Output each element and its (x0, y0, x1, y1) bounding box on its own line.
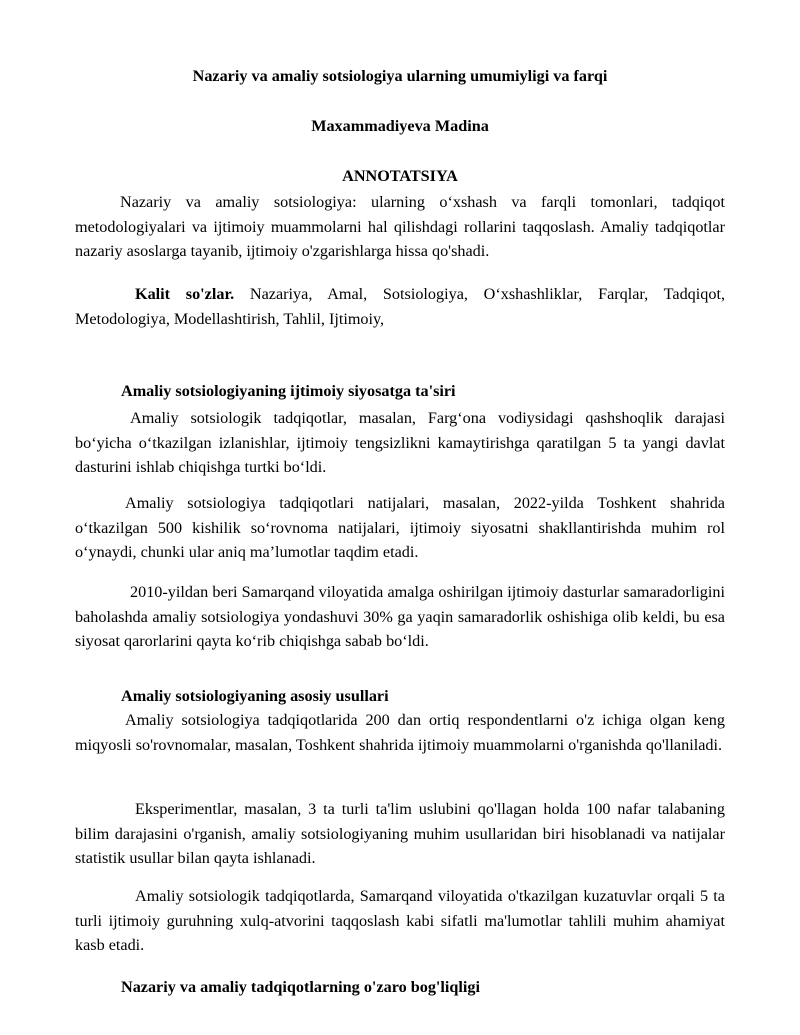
annotation-heading: ANNOTATSIYA (342, 167, 458, 185)
keywords-text: Nazariya, Amal, Sotsiologiya, O‘xshashliklar, Farqlar, Tadqiqot, Metodologiya, Modellashtirish, Tahlil, Ijtimoiy, (75, 285, 725, 328)
section-heading-main-methods: Amaliy sotsiologiyaning asosiy usullari (121, 687, 389, 705)
section2-paragraph-1: Amaliy sotsiologiya tadqiqotlarida 200 dan ortiq respondentlarni o'z ichiga olgan keng miqyosli so'rovnomalar, masalan, Toshkent shahrida ijtimoiy muammolarni o'rganishda qo'llaniladi. (75, 711, 725, 754)
author-name: Maxammadiyeva Madina (311, 117, 489, 135)
keywords-label: Kalit so'zlar. (135, 285, 235, 303)
section1-paragraph-3: 2010-yildan beri Samarqand viloyatida amalga oshirilgan ijtimoiy dasturlar samaradorligini baholashda amaliy sotsiologiya yondashuvi 30% ga yaqin samaradorlik oshishiga olib keldi, bu esa siyosat qarorlarini qayta ko‘rib chiqishga sabab bo‘ldi. (75, 583, 725, 650)
document-title: Nazariy va amaliy sotsiologiya ularning umumiyligi va farqi (192, 67, 608, 85)
section1-paragraph-1: Amaliy sotsiologik tadqiqotlar, masalan, Farg‘ona vodiysidagi qashshoqlik darajasi bo‘yicha o‘tkazilgan izlanishlar, ijtimoiy tengsizlikni kamaytirishga qaratilgan 5 ta yangi davlat dasturini ishlab chiqishga turtki bo‘ldi. (75, 409, 725, 476)
section1-paragraph-2: Amaliy sotsiologiya tadqiqotlari natijalari, masalan, 2022-yilda Toshkent shahrida o‘tkazilgan 500 kishilik so‘rovnoma natijalari, ijtimoiy siyosatni shakllantirishda muhim rol o‘ynaydi, chunki ular aniq ma’lumotlar taqdim etadi. (75, 494, 725, 561)
section2-paragraph-3: Amaliy sotsiologik tadqiqotlarda, Samarqand viloyatida o'tkazilgan kuzatuvlar orqali 5 ta turli ijtimoiy guruhning xulq-atvorini taqqoslash kabi sifatli ma'lumotlar tahlili muhim ahamiyat kasb etadi. (75, 887, 725, 954)
keywords-paragraph (75, 282, 725, 331)
section-heading-social-policy: Amaliy sotsiologiyaning ijtimoiy siyosatga ta'siri (121, 382, 456, 400)
section2-paragraph-2: Eksperimentlar, masalan, 3 ta turli ta'lim uslubini qo'llagan holda 100 nafar talabaning bilim darajasini o'rganish, amaliy sotsiologiyaning muhim usullaridan biri hisoblanadi va natijalar statistik usullar bilan qayta ishlanadi. (75, 800, 725, 867)
annotation-paragraph: Nazariy va amaliy sotsiologiya: ularning o‘xshash va farqli tomonlari, tadqiqot metodologiyalari va ijtimoiy muammolarni hal qilishdagi rollarini taqqoslash. Amaliy tadqiqotlar nazariy asoslarga tayanib, ijtimoiy o'zgarishlarga hissa qo'shadi. (75, 193, 725, 260)
section-heading-interrelation: Nazariy va amaliy tadqiqotlarning o'zaro bog'liqligi (121, 978, 480, 996)
